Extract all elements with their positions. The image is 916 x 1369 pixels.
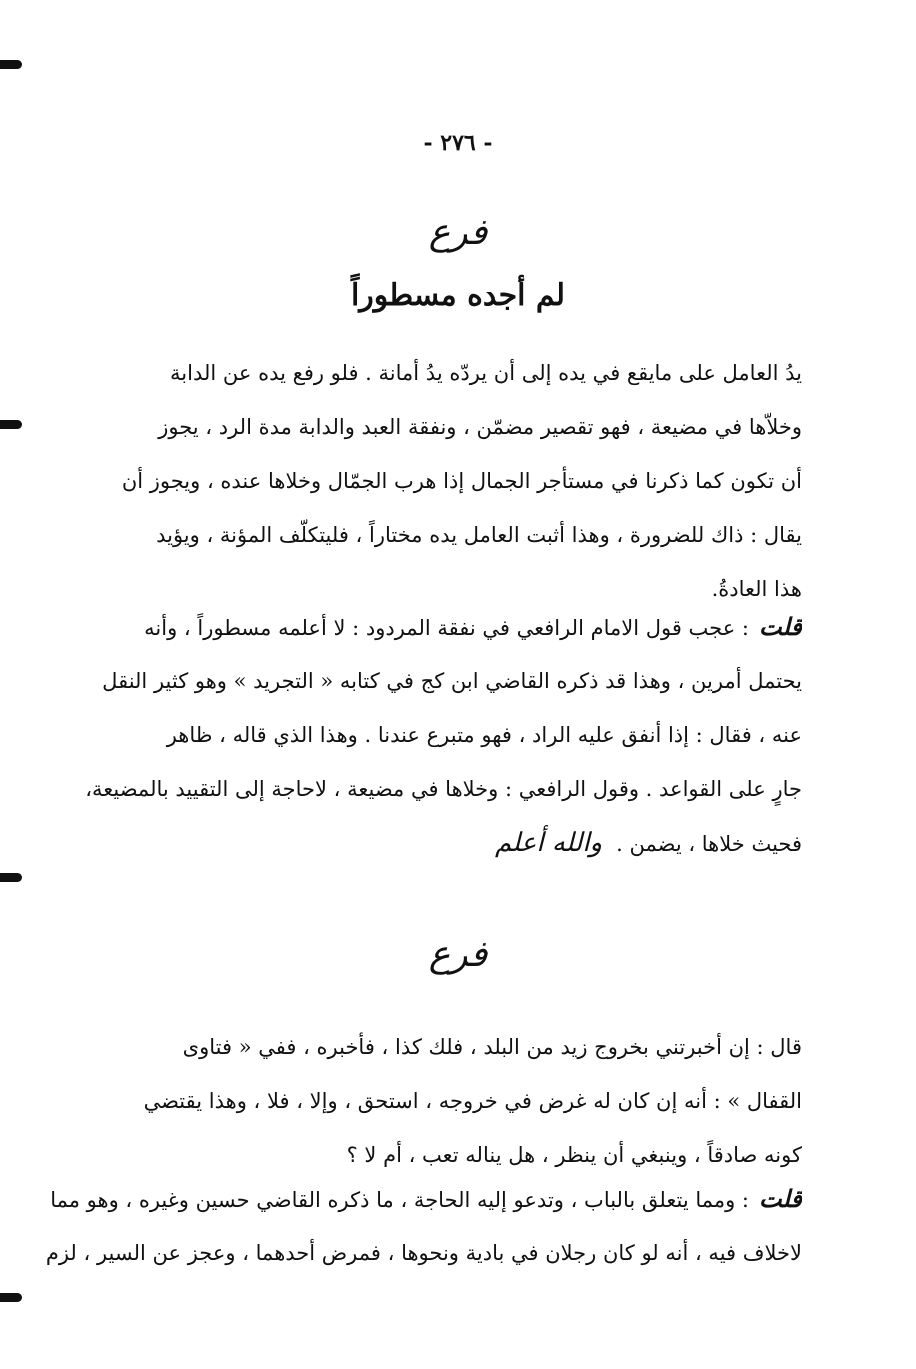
qult-text: : عجب قول الامام الرافعي في نفقة المردود : لا أعلمه مسطوراً ، وأنه (144, 616, 750, 640)
qult-text: : ومما يتعلق بالباب ، وتدعو إليه الحاجة ، ما ذكره القاضي حسين وغيره ، وهو مما (50, 1188, 750, 1212)
qult-label: قلت (759, 612, 802, 641)
text-line: لاخلاف فيه ، أنه لو كان رجلان في بادية ونحوها ، فمرض أحدهما ، وعجز عن السير ، لزم (45, 1241, 802, 1265)
section2-paragraph (50, 1020, 802, 1182)
qult-label: قلت (759, 1184, 802, 1213)
section-subheading: لم أجده مسطوراً (350, 278, 566, 313)
text-line (40, 1172, 802, 1226)
text-line: وخلاّها في مضيعة ، فهو تقصير مضمّن ، ونفقة العبد والدابة مدة الرد ، يجوز (158, 415, 802, 439)
scan-edge-mark (0, 60, 22, 69)
text-line (62, 816, 802, 870)
qult-text: فحيث خلاها ، يضمن . (616, 832, 802, 856)
scan-edge-mark (0, 873, 22, 882)
text-line: قال : إن أخبرتني بخروج زيد من البلد ، فلك كذا ، فأخبره ، ففي « فتاوى (182, 1035, 802, 1059)
section-heading: فرع (428, 212, 488, 253)
text-line: كونه صادقاً ، وينبغي أن ينظر ، هل يناله تعب ، أم لا ؟ (346, 1143, 802, 1167)
closing-phrase: والله أعلم (494, 828, 603, 858)
text-line: أن تكون كما ذكرنا في مستأجر الجمال إذا هرب الجمّال وخلاها عنده ، ويجوز أن (121, 469, 802, 493)
section1-qult-paragraph (62, 600, 802, 870)
text-line: يحتمل أمرين ، وهذا قد ذكره القاضي ابن كج في كتابه « التجريد » وهو كثير النقل (102, 669, 802, 693)
text-line: القفال » : أنه إن كان له غرض في خروجه ، استحق ، وإلا ، فلا ، وهذا يقتضي (143, 1089, 802, 1113)
section-heading: فرع (428, 934, 488, 975)
scan-edge-mark (0, 1293, 22, 1302)
text-line: يقال : ذاك للضرورة ، وهذا أثبت العامل يده مختاراً ، فليتكلّف المؤنة ، ويؤيد (156, 523, 802, 547)
page-number: - ٢٧٦ - (423, 130, 493, 156)
scan-edge-mark (0, 420, 22, 429)
text-line: عنه ، فقال : إذا أنفق عليه الراد ، فهو متبرع عندنا . وهذا الذي قاله ، ظاهر (166, 723, 802, 747)
section2-qult-paragraph (40, 1172, 802, 1280)
text-line: يدُ العامل على مايقع في يده إلى أن يردّه يدُ أمانة . فلو رفع يده عن الدابة (170, 361, 802, 385)
section1-paragraph (62, 346, 802, 616)
text-line: هذا العادةُ. (711, 577, 802, 601)
text-line (62, 600, 802, 654)
text-line: جارٍ على القواعد . وقول الرافعي : وخلاها في مضيعة ، لاحاجة إلى التقييد بالمضيعة، (85, 777, 802, 801)
